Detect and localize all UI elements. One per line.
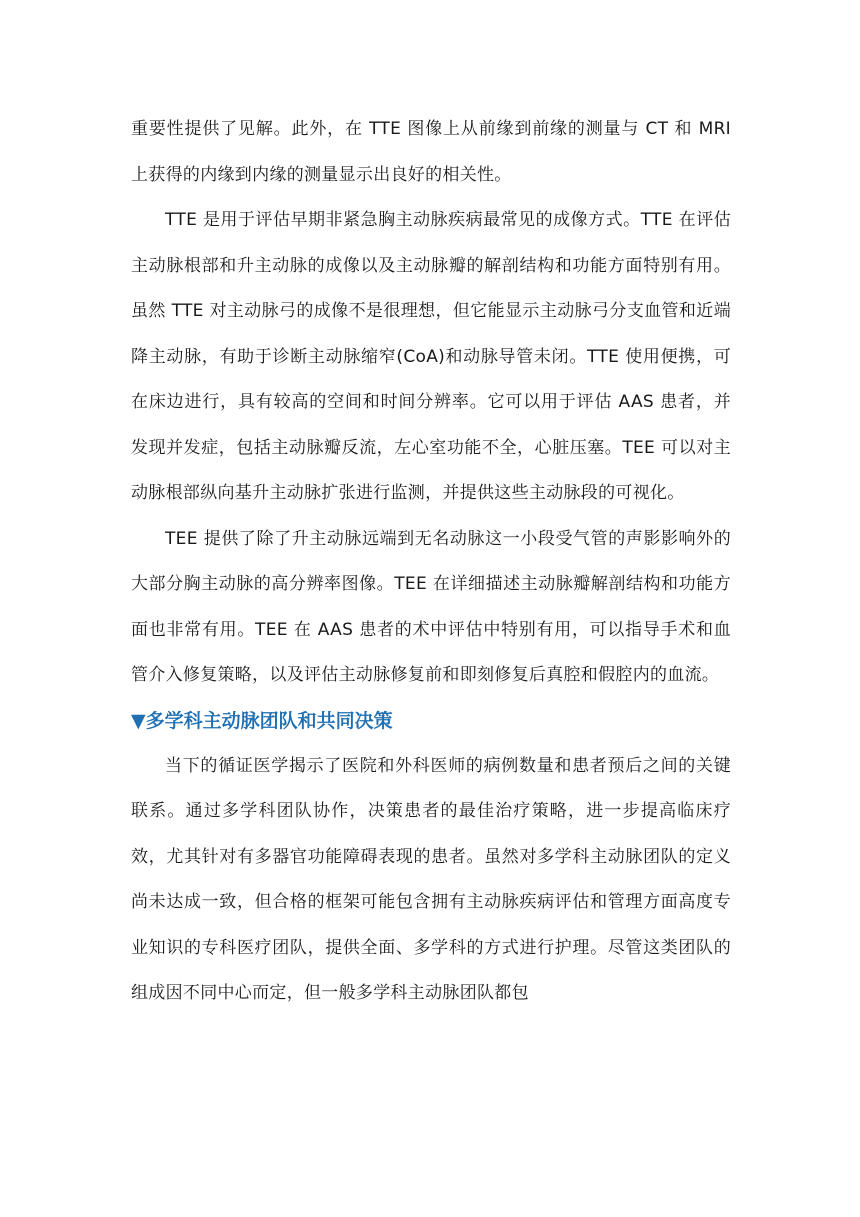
paragraph-measurement-correlation: 重要性提供了见解。此外，在 TTE 图像上从前缘到前缘的测量与 CT 和 MRI 上获得的内缘到内缘的测量显示出良好的相关性。 — [131, 119, 731, 185]
paragraph-tte: TTE 是用于评估早期非紧急胸主动脉疾病最常见的成像方式。TTE 在评估主动脉根部和升主动脉的成像以及主动脉瓣的解剖结构和功能方面特别有用。虽然 TTE 对主动脉弓的成像不是很理想，但它能显示主动脉弓分支血管和近端降主动脉，有助于诊断主动脉缩窄(CoA)和动脉导管未闭。TTE 使用便携，可在床边进行，具有较高的空间和时间分辨率。它可以用于评估 AAS 患者，并发现并发症，包括主动脉瓣反流，左心室功能不全，心脏压塞。TEE 可以对主动脉根部纵向基升主动脉扩张进行监测，并提供这些主动脉段的可视化。 — [131, 210, 731, 503]
paragraph-tee: TEE 提供了除了升主动脉远端到无名动脉这一小段受气管的声影影响外的大部分胸主动脉的高分辨率图像。TEE 在详细描述主动脉瓣解剖结构和功能方面也非常有用。TEE 在 AAS 患者的术中评估中特别有用，可以指导手术和血管介入修复策略，以及评估主动脉修复前和即刻修复后真腔和假腔内的血流。 — [131, 528, 731, 685]
section-heading: ▼多学科主动脉团队和共同决策 — [131, 709, 393, 732]
paragraph-multidisciplinary: 当下的循证医学揭示了医院和外科医师的病例数量和患者预后之间的关键联系。通过多学科团队协作，决策患者的最佳治疗策略，进一步提高临床疗效，尤其针对有多器官功能障碍表现的患者。虽然对多学科主动脉团队的定义尚未达成一致，但合格的框架可能包含拥有主动脉疾病评估和管理方面高度专业知识的专科医疗团队，提供全面、多学科的方式进行护理。尽管这类团队的组成因不同中心而定，但一般多学科主动脉团队都包 — [131, 755, 731, 1003]
document-page — [131, 107, 731, 1017]
